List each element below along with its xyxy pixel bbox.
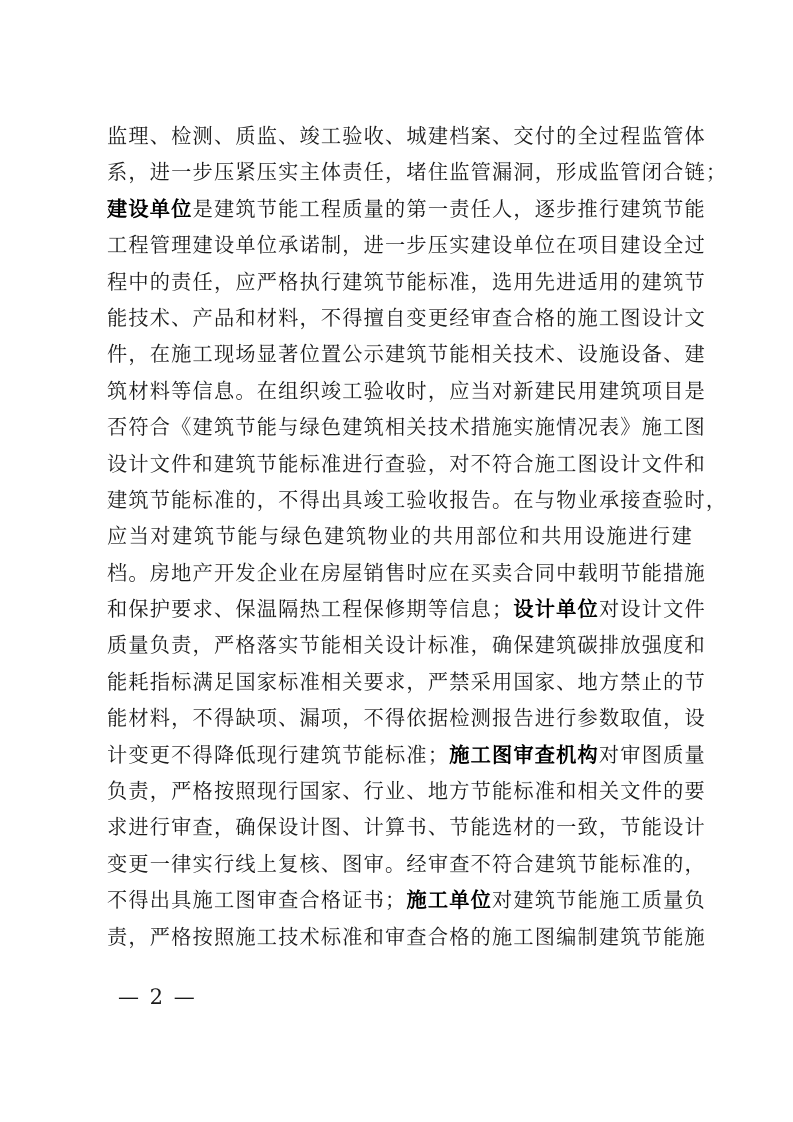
text-run: 能技术、产品和材料，不得擅自变更经审查合格的施工图设计文: [107, 305, 706, 330]
text-line: [107, 373, 706, 409]
text-line: [107, 264, 706, 300]
bold-term: 建设单位: [107, 196, 193, 221]
text-line: [107, 919, 706, 955]
text-run: 责，严格按照施工技术标准和审查合格的施工图编制建筑节能施: [107, 924, 706, 949]
text-run: 变更一律实行线上复核、图审。经审查不符合建筑节能标准的，: [107, 851, 706, 876]
text-line: [107, 118, 706, 154]
text-run: 对设计文件: [598, 597, 706, 622]
text-run: 计变更不得降低现行建筑节能标准；: [107, 742, 450, 767]
page-number: — 2 —: [118, 985, 197, 1009]
bold-term: 设计单位: [513, 597, 599, 622]
bold-term: 施工单位: [406, 888, 492, 913]
text-run: 质量负责，严格落实节能相关设计标准，确保建筑碳排放强度和: [107, 633, 706, 658]
text-run: 和保护要求、保温隔热工程保修期等信息；: [107, 597, 514, 622]
text-line: [107, 482, 728, 518]
text-line: [107, 846, 706, 882]
text-line: [107, 664, 706, 700]
text-line: [107, 518, 693, 554]
text-line: [107, 773, 706, 809]
text-run: 监理、检测、质监、竣工验收、城建档案、交付的全过程监管体: [107, 124, 706, 148]
text-run: 是建筑节能工程质量的第一责任人，逐步推行建筑节能: [192, 196, 706, 221]
text-line: [107, 700, 706, 736]
text-line: [107, 300, 706, 336]
text-line: [107, 446, 706, 482]
text-line: [107, 336, 706, 372]
body-text: [107, 118, 728, 955]
text-line: [107, 227, 706, 263]
text-run: 求进行审查，确保设计图、计算书、节能选材的一致，节能设计: [107, 815, 706, 840]
text-run: 不得出具施工图审查合格证书；: [107, 888, 407, 913]
text-run: 建筑节能标准的，不得出具竣工验收报告。在与物业承接查验时，: [107, 487, 728, 512]
text-run: 档。房地产开发企业在房屋销售时应在买卖合同中载明节能措施: [107, 560, 706, 585]
text-line: [107, 409, 706, 445]
text-line: [107, 555, 706, 591]
text-run: 设计文件和建筑节能标准进行查验，对不符合施工图设计文件和: [107, 451, 706, 476]
text-run: 能耗指标满足国家标准相关要求，严禁采用国家、地方禁止的节: [107, 669, 706, 694]
text-line: [107, 737, 706, 773]
text-line: [107, 809, 706, 845]
text-run: 否符合《建筑节能与绿色建筑相关技术措施实施情况表》施工图: [107, 415, 706, 440]
text-run: 应当对建筑节能与绿色建筑物业的共用部位和共用设施进行建: [107, 524, 693, 549]
text-run: 负责，严格按照现行国家、行业、地方节能标准和相关文件的要: [107, 779, 706, 804]
text-run: 工程管理建设单位承诺制，进一步压实建设单位在项目建设全过: [107, 233, 706, 258]
text-run: 能材料，不得缺项、漏项，不得依据检测报告进行参数取值，设: [107, 706, 706, 731]
text-run: 对审图质量: [598, 742, 706, 767]
text-run: 筑材料等信息。在组织竣工验收时，应当对新建民用建筑项目是: [107, 378, 706, 403]
text-line: [107, 882, 706, 918]
text-line: [107, 154, 728, 190]
text-run: 程中的责任，应严格执行建筑节能标准，选用先进适用的建筑节: [107, 269, 706, 294]
text-line: [107, 591, 706, 627]
text-line: [107, 627, 706, 663]
bold-term: 施工图审查机构: [449, 742, 599, 767]
text-run: 系，进一步压紧压实主体责任，堵住监管漏洞，形成监管闭合链；: [107, 160, 728, 185]
text-line: [107, 191, 706, 227]
text-run: 件，在施工现场显著位置公示建筑节能相关技术、设施设备、建: [107, 342, 706, 367]
text-run: 对建筑节能施工质量负: [492, 888, 706, 913]
